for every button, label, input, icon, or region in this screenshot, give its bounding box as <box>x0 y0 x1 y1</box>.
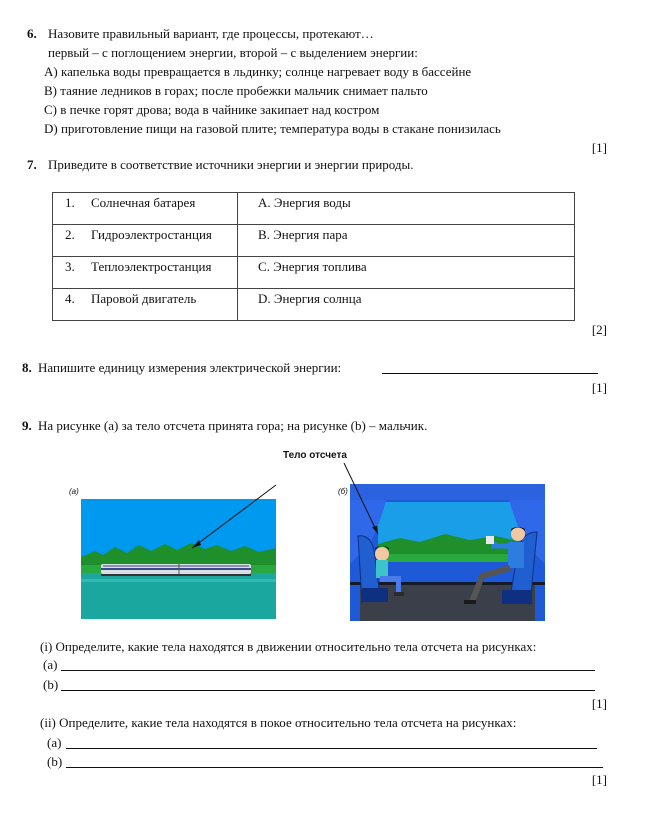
energy-source: Паровой двигатель <box>91 291 197 306</box>
q8-mark: [1] <box>591 380 607 395</box>
option-text: таяние ледников в горах; после пробежки мальчик снимает пальто <box>60 83 428 98</box>
figure-label-b: (б) <box>338 487 348 496</box>
q9-part-ii-a-answer-line[interactable] <box>66 736 597 749</box>
option-letter: A) <box>44 64 58 79</box>
option-text: капелька воды превращается в льдинку; солнце нагревает воду в бассейне <box>60 64 472 79</box>
q8-number: 8. <box>22 360 32 375</box>
energy-source: Солнечная батарея <box>91 195 196 210</box>
option-letter: B) <box>44 83 57 98</box>
energy-source: Теплоэлектростанция <box>91 259 212 274</box>
nature-energy: A. Энергия воды <box>258 195 351 210</box>
q6-number: 6. <box>27 26 37 41</box>
q8-text: Напишите единицу измерения электрической энергии: <box>38 360 342 375</box>
q9-part-i-b-answer-line[interactable] <box>61 678 595 691</box>
energy-source: Гидроэлектростанция <box>91 227 212 242</box>
q6-text-line2: первый – с поглощением энергии, второй – с выделением энергии: <box>48 45 418 60</box>
row-number: 2. <box>65 227 75 242</box>
figure-title: Тело отсчета <box>283 450 347 461</box>
row-number: 1. <box>65 195 75 210</box>
q9-part-ii-b-answer-line[interactable] <box>66 755 603 768</box>
q6-text: Назовите правильный вариант, где процессы, протекают… <box>48 26 374 41</box>
row-number: 4. <box>65 291 75 306</box>
option-letter: D) <box>44 121 58 136</box>
q9-mark-ii: [1] <box>591 772 607 787</box>
q9-part-i-a-label: (a) <box>43 657 58 672</box>
option-text: приготовление пищи на газовой плите; температура воды в стакане понизилась <box>60 121 501 136</box>
q9-part-ii-a-label: (a) <box>47 735 62 750</box>
nature-energy: B. Энергия пара <box>258 227 348 242</box>
row-number: 3. <box>65 259 75 274</box>
q7-text: Приведите в соответствие источники энергии и энергии природы. <box>48 157 414 172</box>
figure-label-a: (a) <box>69 487 79 496</box>
option-letter: C) <box>44 102 57 117</box>
q9-part-ii-b-label: (b) <box>47 754 63 769</box>
q9-number: 9. <box>22 418 32 433</box>
q7-number: 7. <box>27 157 37 172</box>
q9-text: На рисунке (а) за тело отсчета принята гора; на рисунке (b) – мальчик. <box>38 418 428 433</box>
nature-energy: D. Энергия солнца <box>258 291 362 306</box>
nature-energy: C. Энергия топлива <box>258 259 367 274</box>
q9-part-i-a-answer-line[interactable] <box>61 658 595 671</box>
q9-part-i: (i) Определите, какие тела находятся в движении относительно тела отсчета на рисунках: <box>40 639 537 654</box>
q7-mark: [2] <box>591 322 607 337</box>
q9-part-ii: (ii) Определите, какие тела находятся в покое относительно тела отсчета на рисунках: <box>40 715 517 730</box>
option-text: в печке горят дрова; вода в чайнике закипает над костром <box>60 102 380 117</box>
q9-mark-i: [1] <box>591 696 607 711</box>
q9-part-i-b-label: (b) <box>43 677 59 692</box>
q6-mark: [1] <box>591 140 607 155</box>
